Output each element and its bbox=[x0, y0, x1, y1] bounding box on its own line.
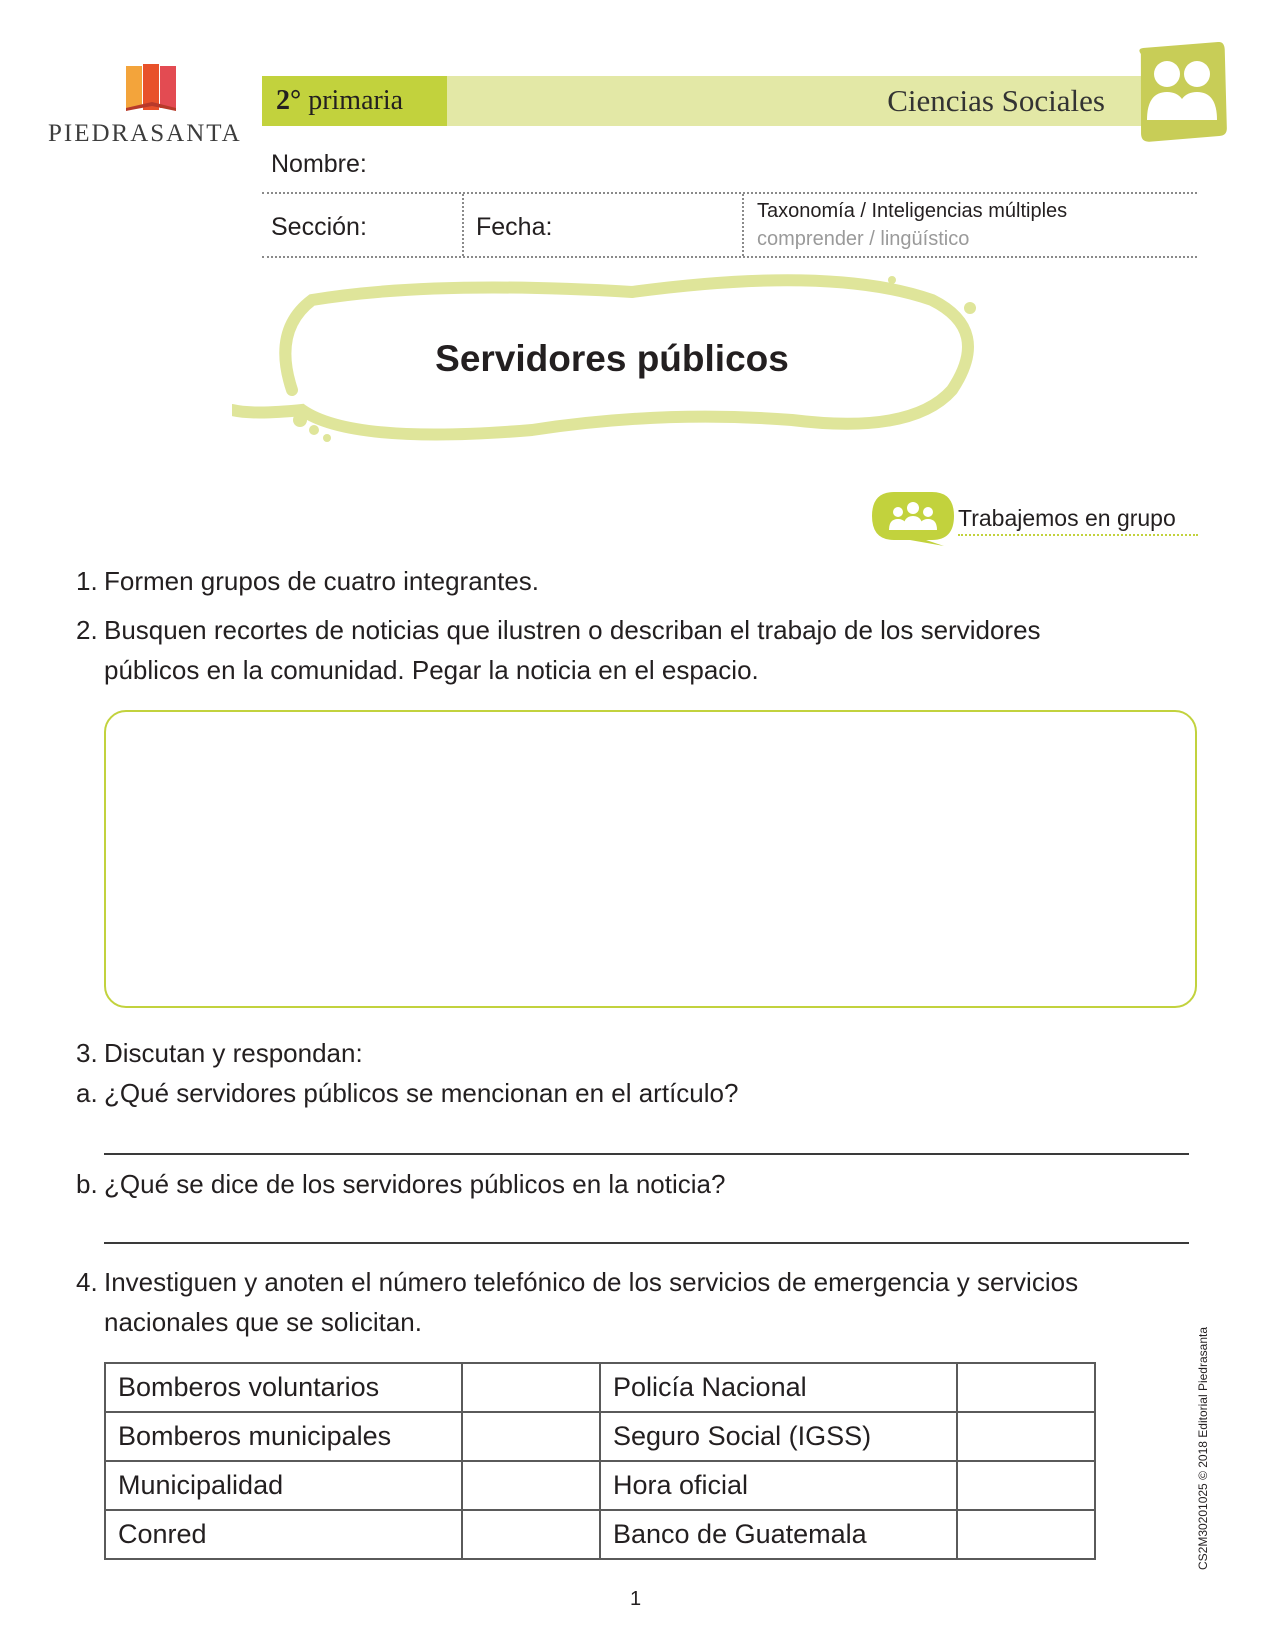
instruction-1 bbox=[76, 561, 539, 601]
item-number: 1. bbox=[76, 566, 98, 596]
table-row bbox=[105, 1363, 1095, 1412]
question-text: ¿Qué servidores públicos se mencionan en el artículo? bbox=[104, 1078, 739, 1108]
name-divider bbox=[262, 192, 1197, 194]
grade-number: 2° bbox=[276, 85, 302, 116]
phone-number-table bbox=[104, 1362, 1096, 1560]
item-number: 3. bbox=[76, 1038, 98, 1068]
instruction-text: Investiguen y anoten el número telefónico de los servicios de emergencia y servicios bbox=[104, 1267, 1079, 1297]
table-row bbox=[105, 1510, 1095, 1559]
people-icon bbox=[1133, 42, 1229, 146]
service-name: Bomberos municipales bbox=[105, 1412, 462, 1461]
grade-text: primaria bbox=[308, 85, 404, 116]
instruction-text: Busquen recortes de noticias que ilustren o describan el trabajo de los servidores bbox=[104, 615, 1041, 645]
service-name: Policía Nacional bbox=[600, 1363, 957, 1412]
table-row bbox=[105, 1461, 1095, 1510]
group-activity-label: Trabajemos en grupo bbox=[958, 505, 1176, 531]
phone-entry-cell[interactable] bbox=[462, 1412, 600, 1461]
service-name: Seguro Social (IGSS) bbox=[600, 1412, 957, 1461]
subject-title: Ciencias Sociales bbox=[887, 83, 1105, 118]
instruction-text: Formen grupos de cuatro integrantes. bbox=[104, 566, 540, 596]
item-number: 4. bbox=[76, 1267, 98, 1297]
phone-entry-cell[interactable] bbox=[462, 1510, 600, 1559]
date-label: Fecha: bbox=[476, 213, 553, 241]
instruction-text: públicos en la comunidad. Pegar la noticia en el espacio. bbox=[104, 655, 759, 685]
question-a bbox=[76, 1073, 738, 1113]
group-icon bbox=[870, 490, 956, 546]
field-separator bbox=[742, 194, 744, 256]
fields-divider bbox=[262, 256, 1197, 258]
grade-label bbox=[262, 76, 447, 126]
service-name: Municipalidad bbox=[105, 1461, 462, 1510]
service-name: Banco de Guatemala bbox=[600, 1510, 957, 1559]
phone-entry-cell[interactable] bbox=[957, 1510, 1095, 1559]
instruction-4 bbox=[76, 1262, 1186, 1342]
phone-entry-cell[interactable] bbox=[462, 1461, 600, 1510]
copyright-notice: CS2M30201025 © 2018 Editorial Piedrasanta bbox=[1196, 1327, 1210, 1570]
answer-line-b[interactable] bbox=[104, 1242, 1189, 1244]
phone-entry-cell[interactable] bbox=[957, 1461, 1095, 1510]
page-number: 1 bbox=[630, 1588, 642, 1610]
page-title: Servidores públicos bbox=[435, 338, 789, 379]
question-text: ¿Qué se dice de los servidores públicos en la noticia? bbox=[104, 1169, 726, 1199]
publisher-name: PIEDRASANTA bbox=[48, 120, 242, 147]
group-underline bbox=[958, 534, 1198, 536]
phone-entry-cell[interactable] bbox=[462, 1363, 600, 1412]
instruction-text: Discutan y respondan: bbox=[104, 1038, 363, 1068]
name-label: Nombre: bbox=[271, 150, 367, 178]
news-paste-area bbox=[104, 710, 1197, 1008]
item-letter: b. bbox=[76, 1169, 98, 1199]
service-name: Conred bbox=[105, 1510, 462, 1559]
instruction-2 bbox=[76, 610, 1156, 690]
publisher-logo bbox=[48, 62, 253, 152]
question-b bbox=[76, 1164, 725, 1204]
field-separator bbox=[462, 194, 464, 256]
item-letter: a. bbox=[76, 1078, 98, 1108]
service-name: Bomberos voluntarios bbox=[105, 1363, 462, 1412]
taxonomy-label: Taxonomía / Inteligencias múltiples bbox=[757, 200, 1068, 222]
answer-line-a[interactable] bbox=[104, 1153, 1189, 1155]
service-name: Hora oficial bbox=[600, 1461, 957, 1510]
instruction-3 bbox=[76, 1033, 363, 1073]
item-number: 2. bbox=[76, 615, 98, 645]
instruction-text: nacionales que se solicitan. bbox=[104, 1307, 422, 1337]
taxonomy-value: comprender / lingüístico bbox=[757, 228, 970, 250]
phone-entry-cell[interactable] bbox=[957, 1412, 1095, 1461]
table-row bbox=[105, 1412, 1095, 1461]
phone-entry-cell[interactable] bbox=[957, 1363, 1095, 1412]
section-label: Sección: bbox=[271, 213, 367, 241]
book-logo-icon bbox=[124, 62, 180, 112]
